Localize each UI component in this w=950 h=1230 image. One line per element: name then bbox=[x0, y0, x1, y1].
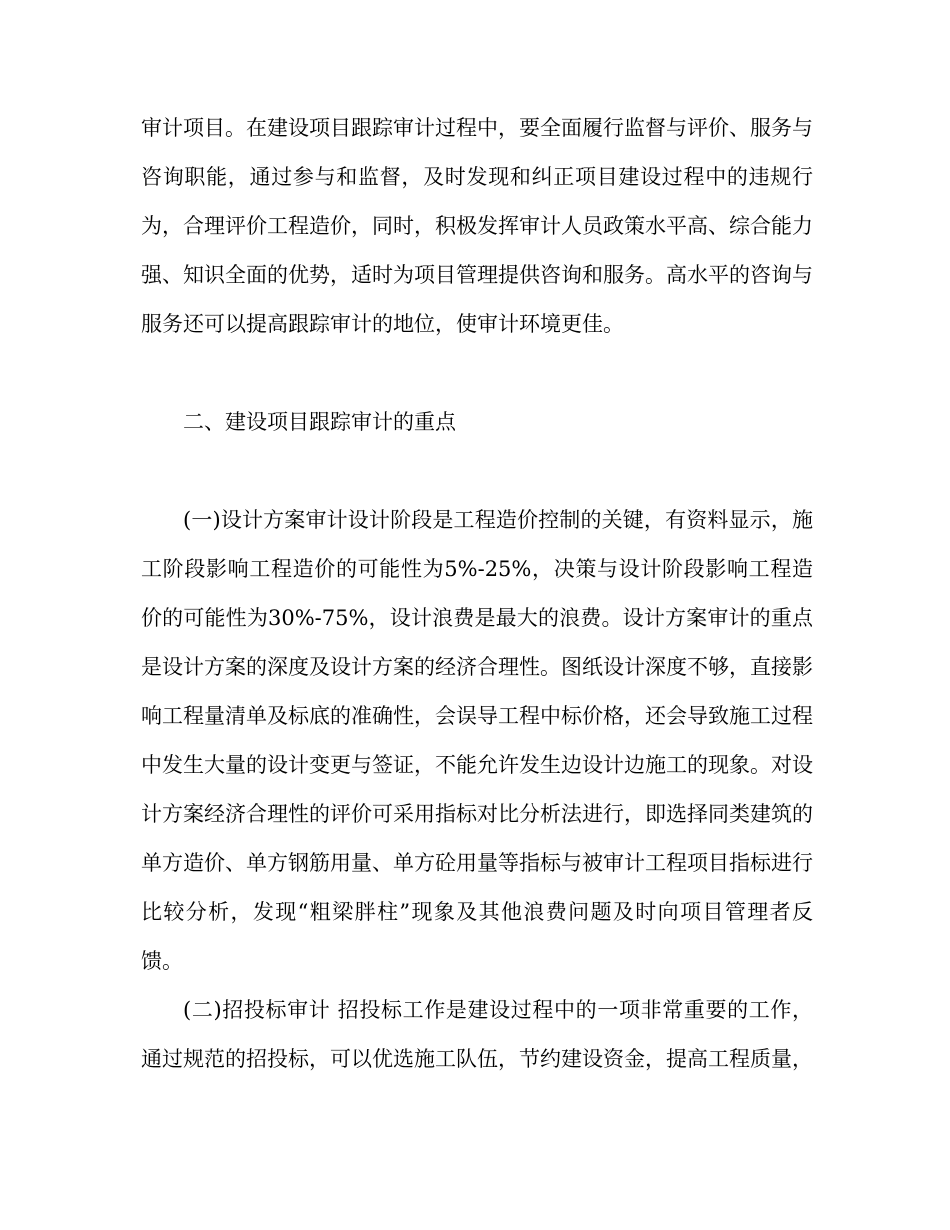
body-paragraph: (二)招投标审计 招投标工作是建设过程中的一项非常重要的工作，通过规范的招投标，可以优选施工队伍，节约建设资金，提高工程质量， bbox=[141, 998, 813, 1071]
body-paragraph: (一)设计方案审计设计阶段是工程造价控制的关键，有资料显示，施工阶段影响工程造价的可能性为5%-25%，决策与设计阶段影响工程造价的可能性为30%-75%，设计浪费是最大的浪费。设计方案审计的重点是设计方案的深度及设计方案的经济合理性。图纸设计深度不够，直接影响工程量清单及标底的准确性，会误导工程中标价格，还会导致施工过程中发生大量的设计变更与签证，不能允许发生边设计边施工的现象。对设计方案经济合理性的评价可采用指标对比分析法进行，即选择同类建筑的单方造价、单方钢筋用量、单方砼用量等指标与被审计工程项目指标进行比较分析，发现“粗梁胖柱”现象及其他浪费问题及时向项目管理者反馈。 bbox=[141, 508, 813, 973]
section-heading: 二、建设项目跟踪审计的重点 bbox=[183, 410, 456, 434]
body-paragraph: 审计项目。在建设项目跟踪审计过程中，要全面履行监督与评价、服务与咨询职能，通过参与和监督，及时发现和纠正项目建设过程中的违规行为，合理评价工程造价，同时，积极发挥审计人员政策水平高、综合能力强、知识全面的优势，适时为项目管理提供咨询和服务。高水平的咨询与服务还可以提高跟踪审计的地位，使审计环境更佳。 bbox=[141, 116, 813, 336]
